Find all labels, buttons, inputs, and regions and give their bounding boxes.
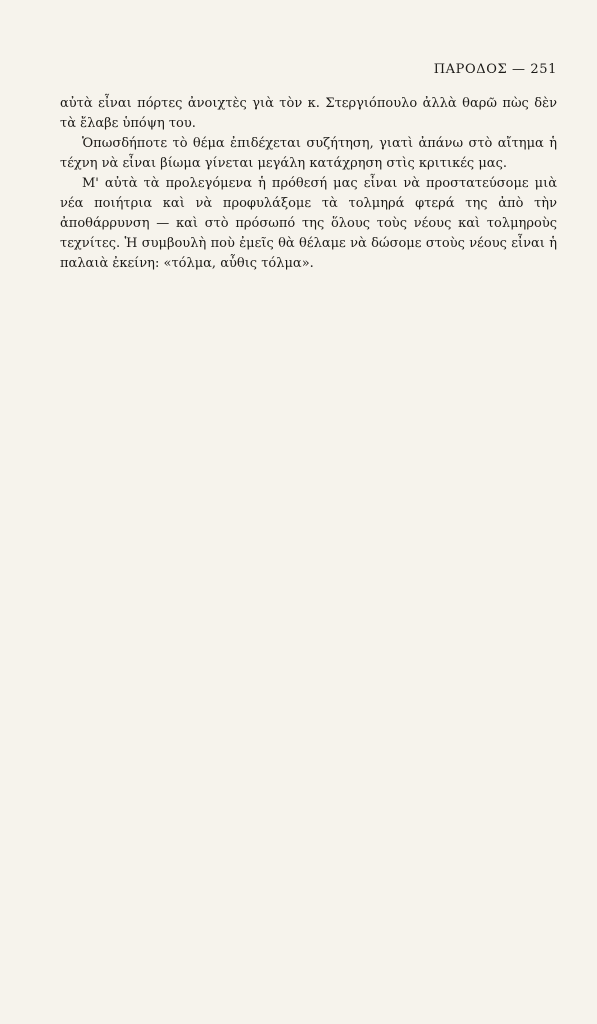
body-text: [60, 94, 557, 274]
paragraph-1: αὐτὰ εἶναι πόρτες ἀνοιχτὲς γιὰ τὸν κ. Στεργιόπουλο ἀλλὰ θαρῶ πὼς δὲν τὰ ἔλαβε ὑπόψη του.: [60, 96, 557, 131]
paragraph-3: Μ' αὐτὰ τὰ προλεγόμενα ἡ πρόθεσή μας εἶναι νὰ προστατεύσομε μιὰ νέα ποιήτρια καὶ νὰ προφυλάξομε τὰ τολμηρά φτερά της ἀπὸ τὴν ἀποθάρρυνση — καὶ στὸ πρόσωπό της ὅλους τοὺς νέους καὶ τολμηροὺς τεχνίτες. Ἡ συμβουλὴ ποὺ ἐμεῖς θὰ θέλαμε νὰ δώσομε στοὺς νέους εἶναι ἡ παλαιὰ ἐκείνη: «τόλμα, αὖθις τόλμα».: [60, 176, 557, 271]
paragraph-2: Ὁπωσδήποτε τὸ θέμα ἐπιδέχεται συζήτηση, γιατὶ ἀπάνω στὸ αἴτημα ἡ τέχνη νὰ εἶναι βίωμα γίνεται μεγάλη κατάχρηση στὶς κριτικές μας.: [60, 136, 557, 171]
running-head: ΠΑΡΟΔΟΣ — 251: [433, 62, 557, 77]
